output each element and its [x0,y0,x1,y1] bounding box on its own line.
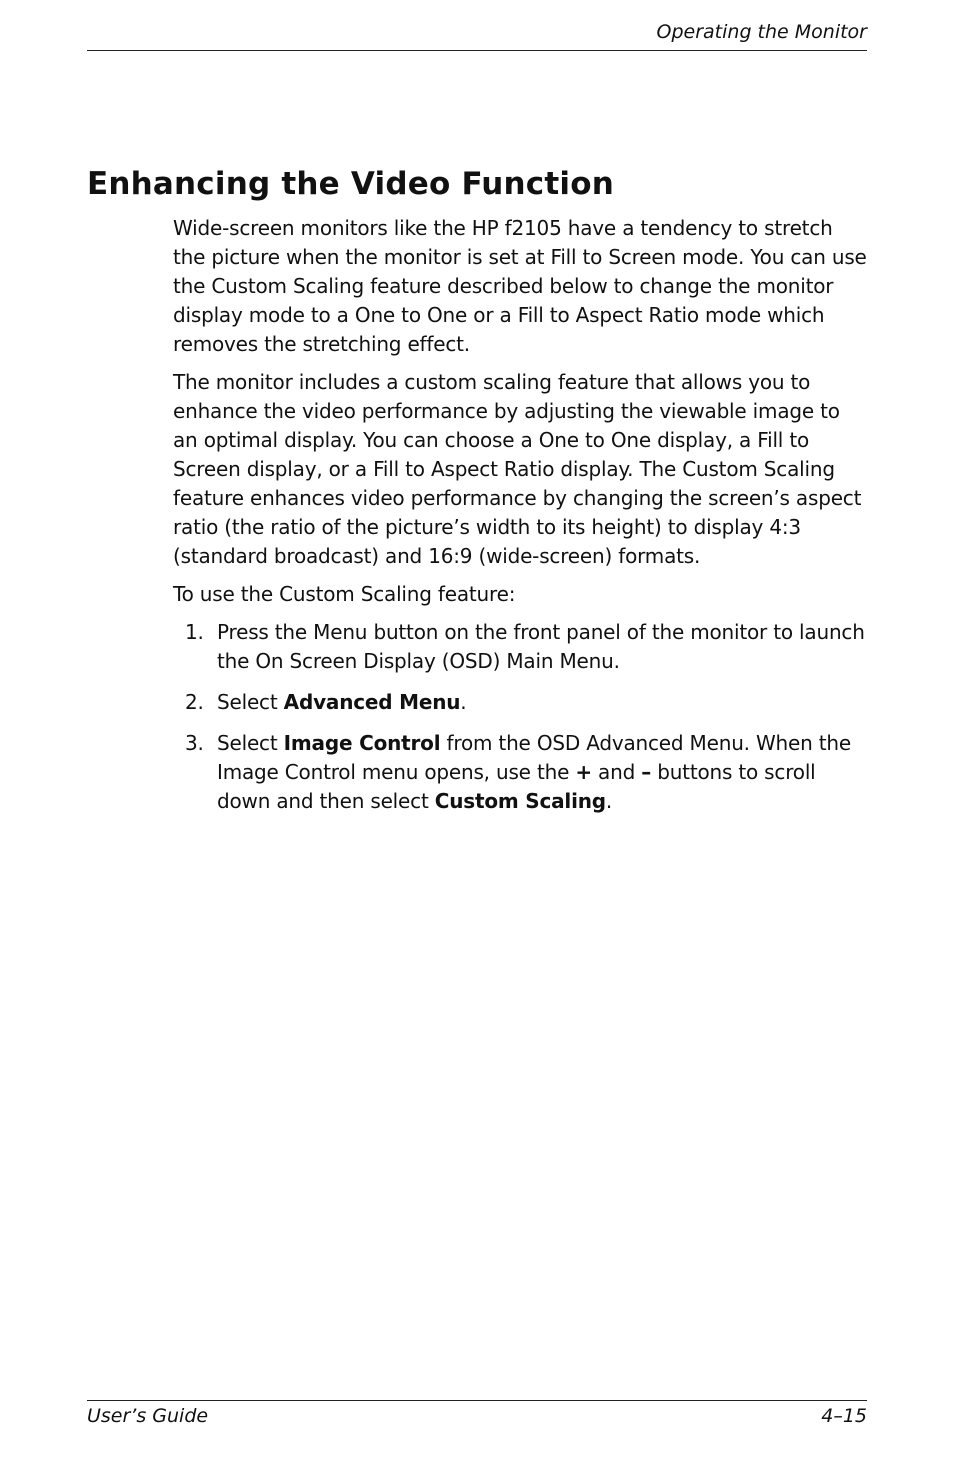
step-text: Select Image Control from the OSD Advanced Menu. When the Image Control menu opens, use the + and – buttons to scroll down and then select Custom Scaling. [217,731,851,813]
image-control-term: Image Control [283,731,441,755]
body-content [173,214,867,828]
running-footer [87,1400,867,1431]
step-number: 2. [185,690,204,714]
step-number: 3. [185,731,204,755]
step-number: 1. [185,620,204,644]
running-header-title: Operating the Monitor [656,21,867,43]
page-number: 4–15 [821,1405,867,1427]
step-item [173,618,867,676]
steps-list [173,618,867,816]
plus-button-term: + [575,760,592,784]
advanced-menu-term: Advanced Menu [283,690,461,714]
steps-intro: To use the Custom Scaling feature: [173,582,516,606]
step-text: Press the Menu button on the front panel of the monitor to launch the On Screen Display (OSD) Main Menu. [217,620,865,673]
intro-paragraph: Wide-screen monitors like the HP f2105 have a tendency to stretch the picture when the monitor is set at Fill to Screen mode. You can use the Custom Scaling feature described below to change the monitor display mode to a One to One or a Fill to Aspect Ratio mode which removes the stretching effect. [173,216,867,356]
step-text: Select Advanced Menu. [217,690,467,714]
feature-paragraph: The monitor includes a custom scaling feature that allows you to enhance the video performance by adjusting the viewable image to an optimal display. You can choose a One to One display, a Fill to Screen display, or a Fill to Aspect Ratio display. The Custom Scaling feature enhances video performance by changing the screen’s aspect ratio (the ratio of the picture’s width to its height) to display 4:3 (standard broadcast) and 16:9 (wide-screen) formats. [173,370,862,568]
step-item [173,729,867,816]
custom-scaling-term: Custom Scaling [434,789,606,813]
step-item [173,688,867,717]
running-header [87,18,867,51]
footer-guide-title: User’s Guide [87,1405,209,1427]
minus-button-term: – [641,760,652,784]
page-title: Enhancing the Video Function [87,166,614,202]
